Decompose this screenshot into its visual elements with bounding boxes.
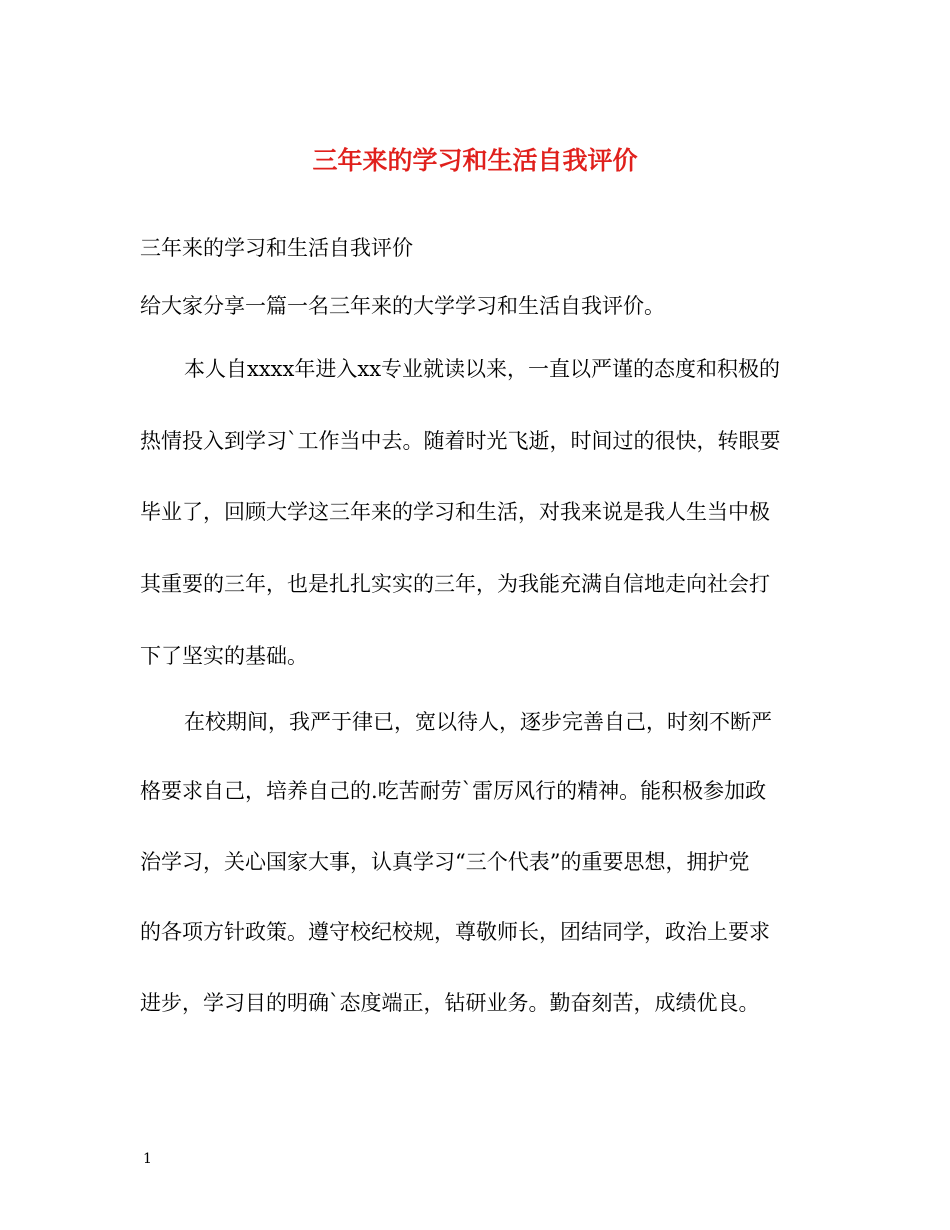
paragraph-line: 其重要的三年，也是扎扎实实的三年，为我能充满自信地走向社会打 [140, 572, 770, 596]
paragraph-line: 格要求自己，培养自己的.吃苦耐劳`雷厉风行的精神。能积极参加政 [140, 779, 767, 803]
paragraph-line: 下了坚实的基础。 [140, 644, 308, 668]
paragraph-line: 的各项方针政策。遵守校纪校规，尊敬师长，团结同学，政治上要求 [140, 920, 770, 944]
paragraph-line: 热情投入到学习`工作当中去。随着时光飞逝，时间过的很快，转眼要 [140, 429, 781, 453]
paragraph-line: 毕业了，回顾大学这三年来的学习和生活，对我来说是我人生当中极 [140, 500, 770, 524]
document-title: 三年来的学习和生活自我评价 [312, 146, 638, 175]
paragraph-line: 治学习，关心国家大事，认真学习“三个代表”的重要思想，拥护党 [140, 850, 750, 874]
page-number: 1 [143, 1151, 152, 1167]
paragraph-line: 本人自xxxx年进入xx专业就读以来，一直以严谨的态度和积极的 [184, 357, 781, 381]
subtitle-line: 三年来的学习和生活自我评价 [140, 236, 413, 260]
paragraph-line: 在校期间，我严于律已，宽以待人，逐步完善自己，时刻不断严 [184, 710, 772, 734]
paragraph-line: 进步，学习目的明确`态度端正，钻研业务。勤奋刻苦，成绩优良。 [140, 991, 760, 1015]
intro-line: 给大家分享一篇一名三年来的大学学习和生活自我评价。 [140, 294, 665, 318]
